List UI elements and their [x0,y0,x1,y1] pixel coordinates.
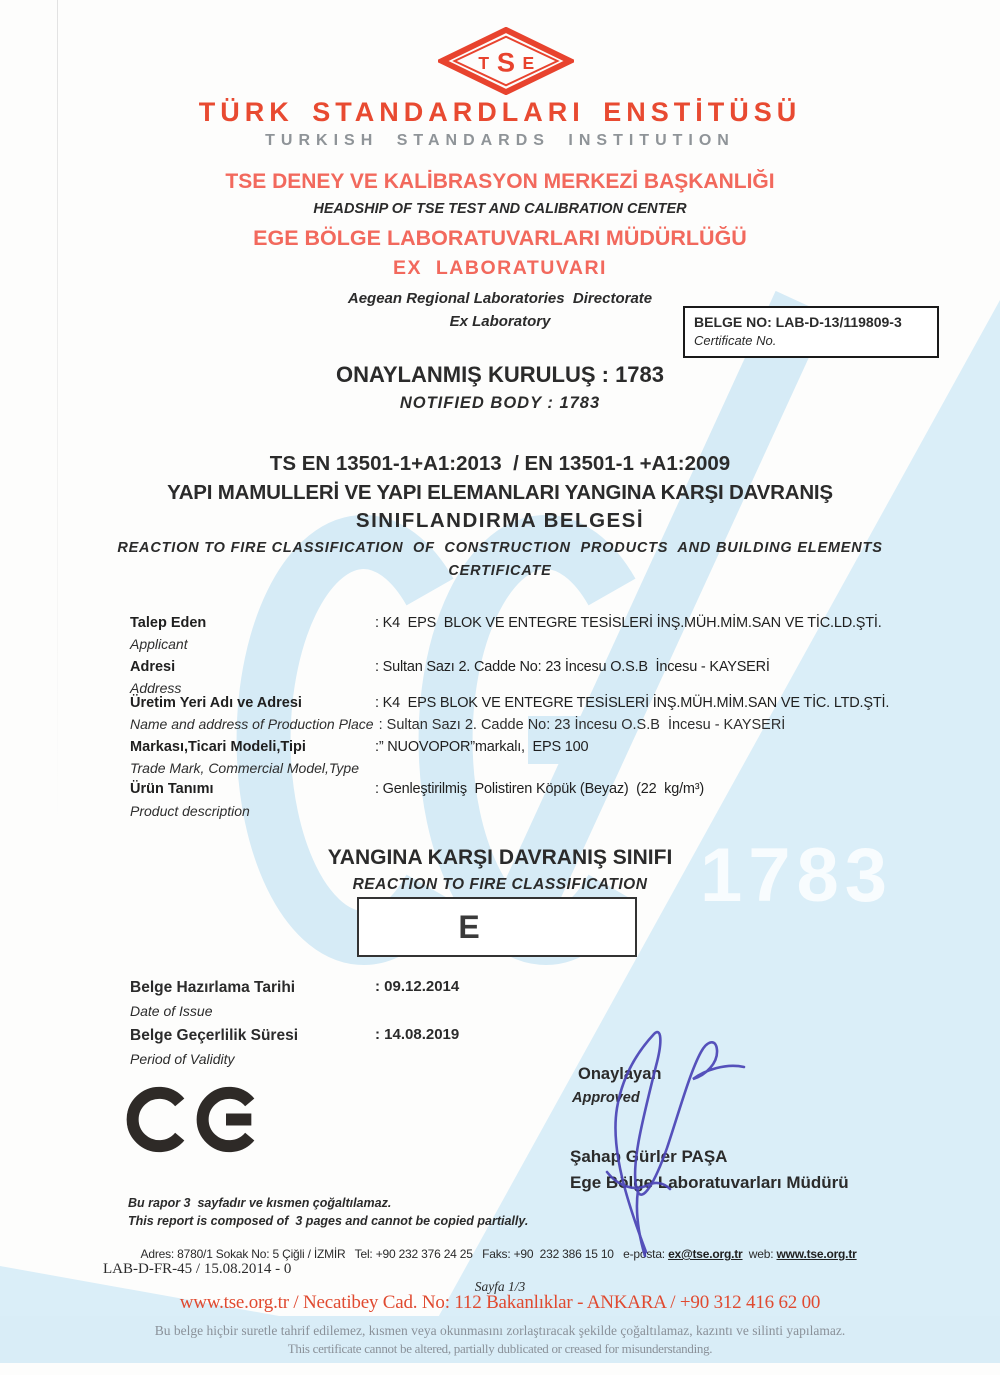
standard-reference: TS EN 13501-1+A1:2013 / EN 13501-1 +A1:2009 [269,452,731,475]
logo-letter-e: E [522,52,535,73]
certificate-title-en-line1: REACTION TO FIRE CLASSIFICATION OF CONSTRUCTION PRODUCTS AND BUILDING ELEMENTS [117,540,883,556]
field-label-address-en: Address [130,680,182,696]
certificate-title-tr-line2: SINIFLANDIRMA BELGESİ [355,509,645,532]
logo-letter-s: S [496,46,516,78]
tse-logo-icon [438,27,574,95]
field-label-production-tr: Üretim Yeri Adı ve Adresi [130,695,302,711]
ce-mark-icon [126,1086,286,1153]
lab-heading-tr2: EX LABORATUVARI [393,257,607,279]
legal-note-tr: Bu belge hiçbir suretle tahrif edilemez, kısmen veya okunmasını zorlaştıracak şekilde çoğaltılamaz, kazıntı ve silinti yapılamaz. [154,1323,846,1338]
certificate-number-box [683,306,939,358]
field-label-address-tr: Adresi [130,659,176,675]
validity-label-en: Period of Validity [130,1051,235,1067]
email-link[interactable]: ex@tse.org.tr [668,1247,743,1261]
certificate-number-label-en: Certificate No. [694,332,777,348]
field-label-applicant-tr: Talep Eden [130,615,207,631]
lab-heading-en2: Ex Laboratory [449,313,551,330]
approver-label-en: Approved [572,1090,640,1106]
classification-result-box [357,897,637,957]
field-label-product-tr: Ürün Tanımı [130,781,214,797]
field-label-product-en: Product description [130,803,250,819]
classification-heading-en: REACTION TO FIRE CLASSIFICATION [352,876,648,893]
approver-label-tr: Onaylayan [578,1065,662,1083]
field-label-production-en: Name and address of Production Place [130,716,374,732]
issue-date-value: : 09.12.2014 [375,978,460,995]
certificate-title-tr-line1: YAPI MAMULLERİ VE YAPI ELEMANLARI YANGINA KARŞI DAVRANIŞ [167,481,833,504]
lab-heading-en: Aegean Regional Laboratories Directorate [347,290,653,307]
issue-date-label-tr: Belge Hazırlama Tarihi [130,979,296,996]
center-heading-en: HEADSHIP OF TSE TEST AND CALIBRATION CENTER [313,201,687,217]
logo-letter-t: T [478,52,489,73]
lab-heading-tr: EGE BÖLGE LABORATUVARLARI MÜDÜRLÜĞÜ [253,226,747,250]
web-link[interactable]: www.tse.org.tr [776,1247,857,1261]
field-value-production-en: : Sultan Sazı 2. Cadde No: 23 İncesu O.S.B İncesu - KAYSERİ [378,717,786,733]
classification-class-value: E [458,908,480,945]
org-subtitle: TURKISH STANDARDS INSTITUTION [265,132,735,149]
approver-name: Şahap Gürler PAŞA [570,1147,728,1166]
field-label-trademark-en: Trade Mark, Commercial Model,Type [130,760,359,776]
field-value-trademark: :” NUOVOPOR”markalı, EPS 100 [375,739,589,755]
copy-note-en: This report is composed of 3 pages and cannot be copied partially. [128,1214,529,1228]
certificate-title-en-line2: CERTIFICATE [448,563,552,579]
field-value-applicant: : K4 EPS BLOK VE ENTEGRE TESİSLERİ İNŞ.MÜH.MİM.SAN VE TİC.LD.ŞTİ. [375,615,882,631]
field-value-address: : Sultan Sazı 2. Cadde No: 23 İncesu O.S.B İncesu - KAYSERİ [375,659,770,675]
field-label-applicant-en: Applicant [130,636,188,652]
validity-value: : 14.08.2019 [375,1026,460,1043]
field-value-production-tr: : K4 EPS BLOK VE ENTEGRE TESİSLERİ İNŞ.MÜH.MİM.SAN VE TİC. LTD.ŞTİ. [375,695,890,711]
copy-note-tr: Bu rapor 3 sayfadır ve kısmen çoğaltılamaz. [128,1196,392,1210]
certificate-number: BELGE NO: LAB-D-13/119809-3 [694,314,902,330]
org-title: TÜRK STANDARDLARI ENSTİTÜSÜ [198,97,802,127]
notified-body-tr: ONAYLANMIŞ KURULUŞ : 1783 [335,362,665,387]
notified-body-watermark: 1783 [700,833,894,918]
validity-label-tr: Belge Geçerlilik Süresi [130,1027,299,1044]
field-value-product: : Genleştirilmiş Polistiren Köpük (Beyaz) (22 kg/m³) [375,781,705,797]
classification-heading-tr: YANGINA KARŞI DAVRANIŞ SINIFI [327,846,673,869]
legal-note-en: This certificate cannot be altered, partially dublicated or creased for misunderstanding. [287,1341,713,1356]
issue-date-label-en: Date of Issue [130,1003,213,1019]
hq-contact-line: www.tse.org.tr / Necatibey Cad. No: 112 Bakanlıklar - ANKARA / +90 312 416 62 00 [179,1292,821,1313]
center-heading-tr: TSE DENEY VE KALİBRASYON MERKEZİ BAŞKANLIĞI [225,170,775,193]
approver-role: Ege Bölge Laboratuvarları Müdürü [570,1173,849,1192]
page-number: Sayfa 1/3 [474,1279,526,1294]
field-row-production-en [130,716,785,734]
web-label: web: [742,1247,777,1261]
notified-body-en: NOTIFIED BODY : 1783 [399,394,601,412]
document-code: LAB-D-FR-45 / 15.08.2014 - 0 [103,1261,292,1277]
field-label-trademark-tr: Markası,Ticari Modeli,Tipi [130,739,306,755]
lab-address-text: Adres: 8780/1 Sokak No: 5 Çiğli / İZMİR Tel: +90 232 376 24 25 Faks: +90 232 386 15 10 e-posta: [140,1247,669,1261]
